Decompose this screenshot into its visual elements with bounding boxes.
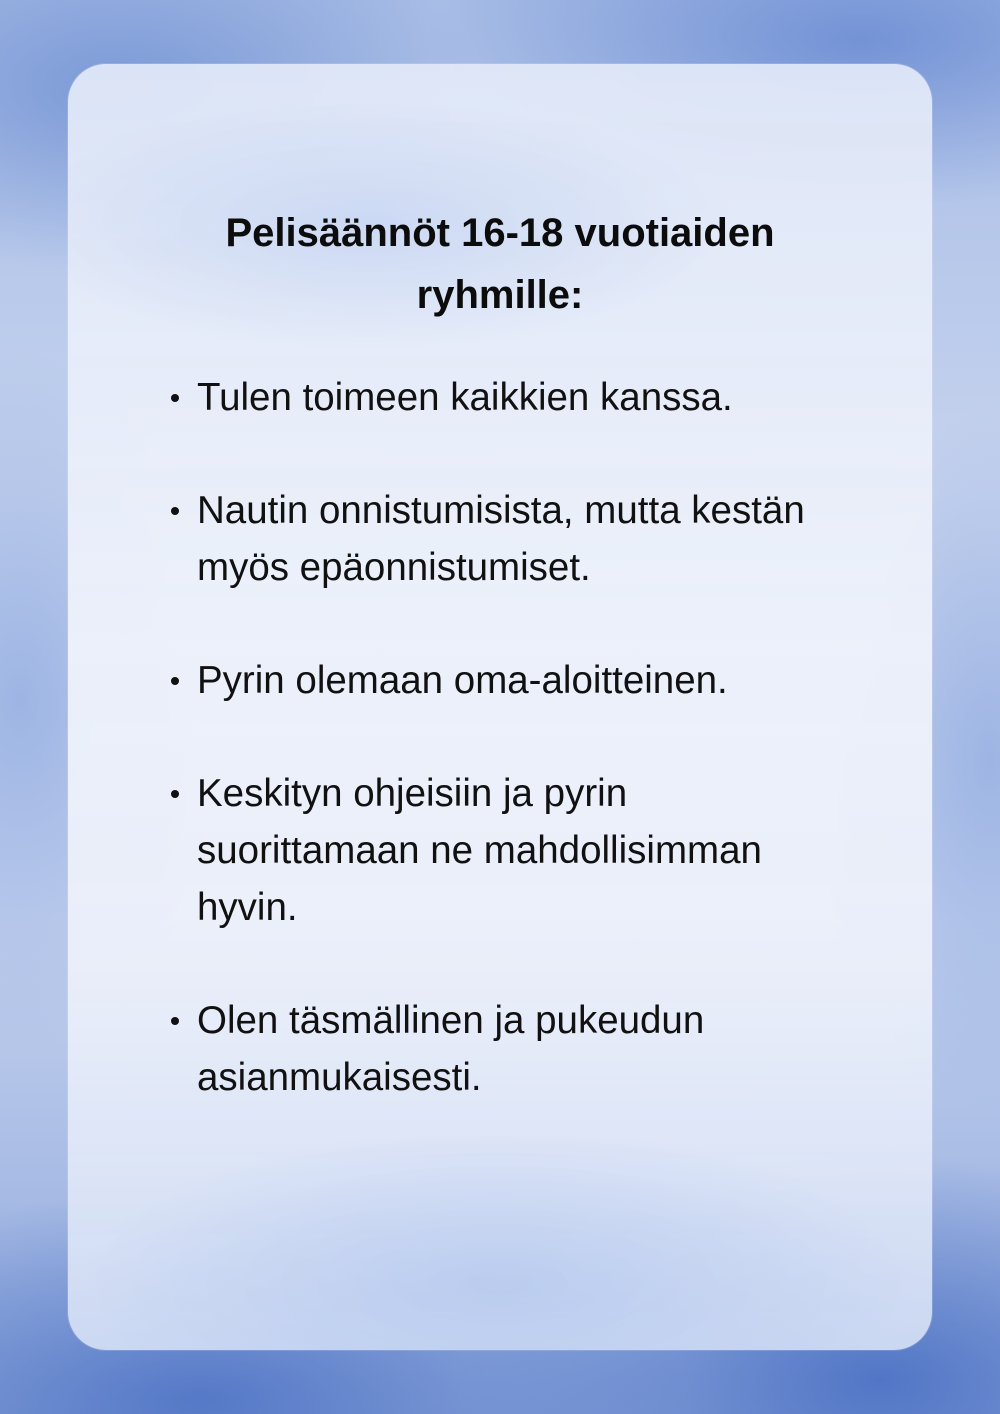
rule-text-line: Olen täsmällinen ja pukeudun: [197, 999, 705, 1042]
rule-text-line: Keskityn ohjeisiin ja pyrin: [197, 772, 628, 815]
bullet-dot-icon: [171, 1017, 179, 1025]
rule-text-line: asianmukaisesti.: [197, 1056, 482, 1099]
title-line-1: Pelisäännöt 16-18 vuotiaiden: [225, 211, 775, 255]
bullet-dot-icon: [171, 507, 179, 515]
rule-item-2: [197, 482, 897, 596]
rule-text-line: myös epäonnistumiset.: [197, 546, 591, 589]
bullet-dot-icon: [171, 677, 179, 685]
rule-text-line: suorittamaan ne mahdollisimman: [197, 829, 762, 872]
title-line-2: ryhmille:: [416, 273, 584, 317]
rule-text-line: hyvin.: [197, 886, 298, 929]
rule-text-line: Pyrin olemaan oma-aloitteinen.: [197, 659, 728, 702]
rule-text-line: Nautin onnistumisista, mutta kestän: [197, 489, 805, 532]
rules-list: [197, 369, 897, 1162]
rules-card: [68, 64, 932, 1350]
bullet-dot-icon: [171, 394, 179, 402]
page-title: [68, 202, 932, 326]
rule-item-4: [197, 765, 897, 936]
rule-item-5: [197, 992, 897, 1106]
rule-text-line: Tulen toimeen kaikkien kanssa.: [197, 376, 733, 419]
bullet-dot-icon: [171, 790, 179, 798]
rule-item-3: [197, 652, 897, 709]
rule-item-1: [197, 369, 897, 426]
